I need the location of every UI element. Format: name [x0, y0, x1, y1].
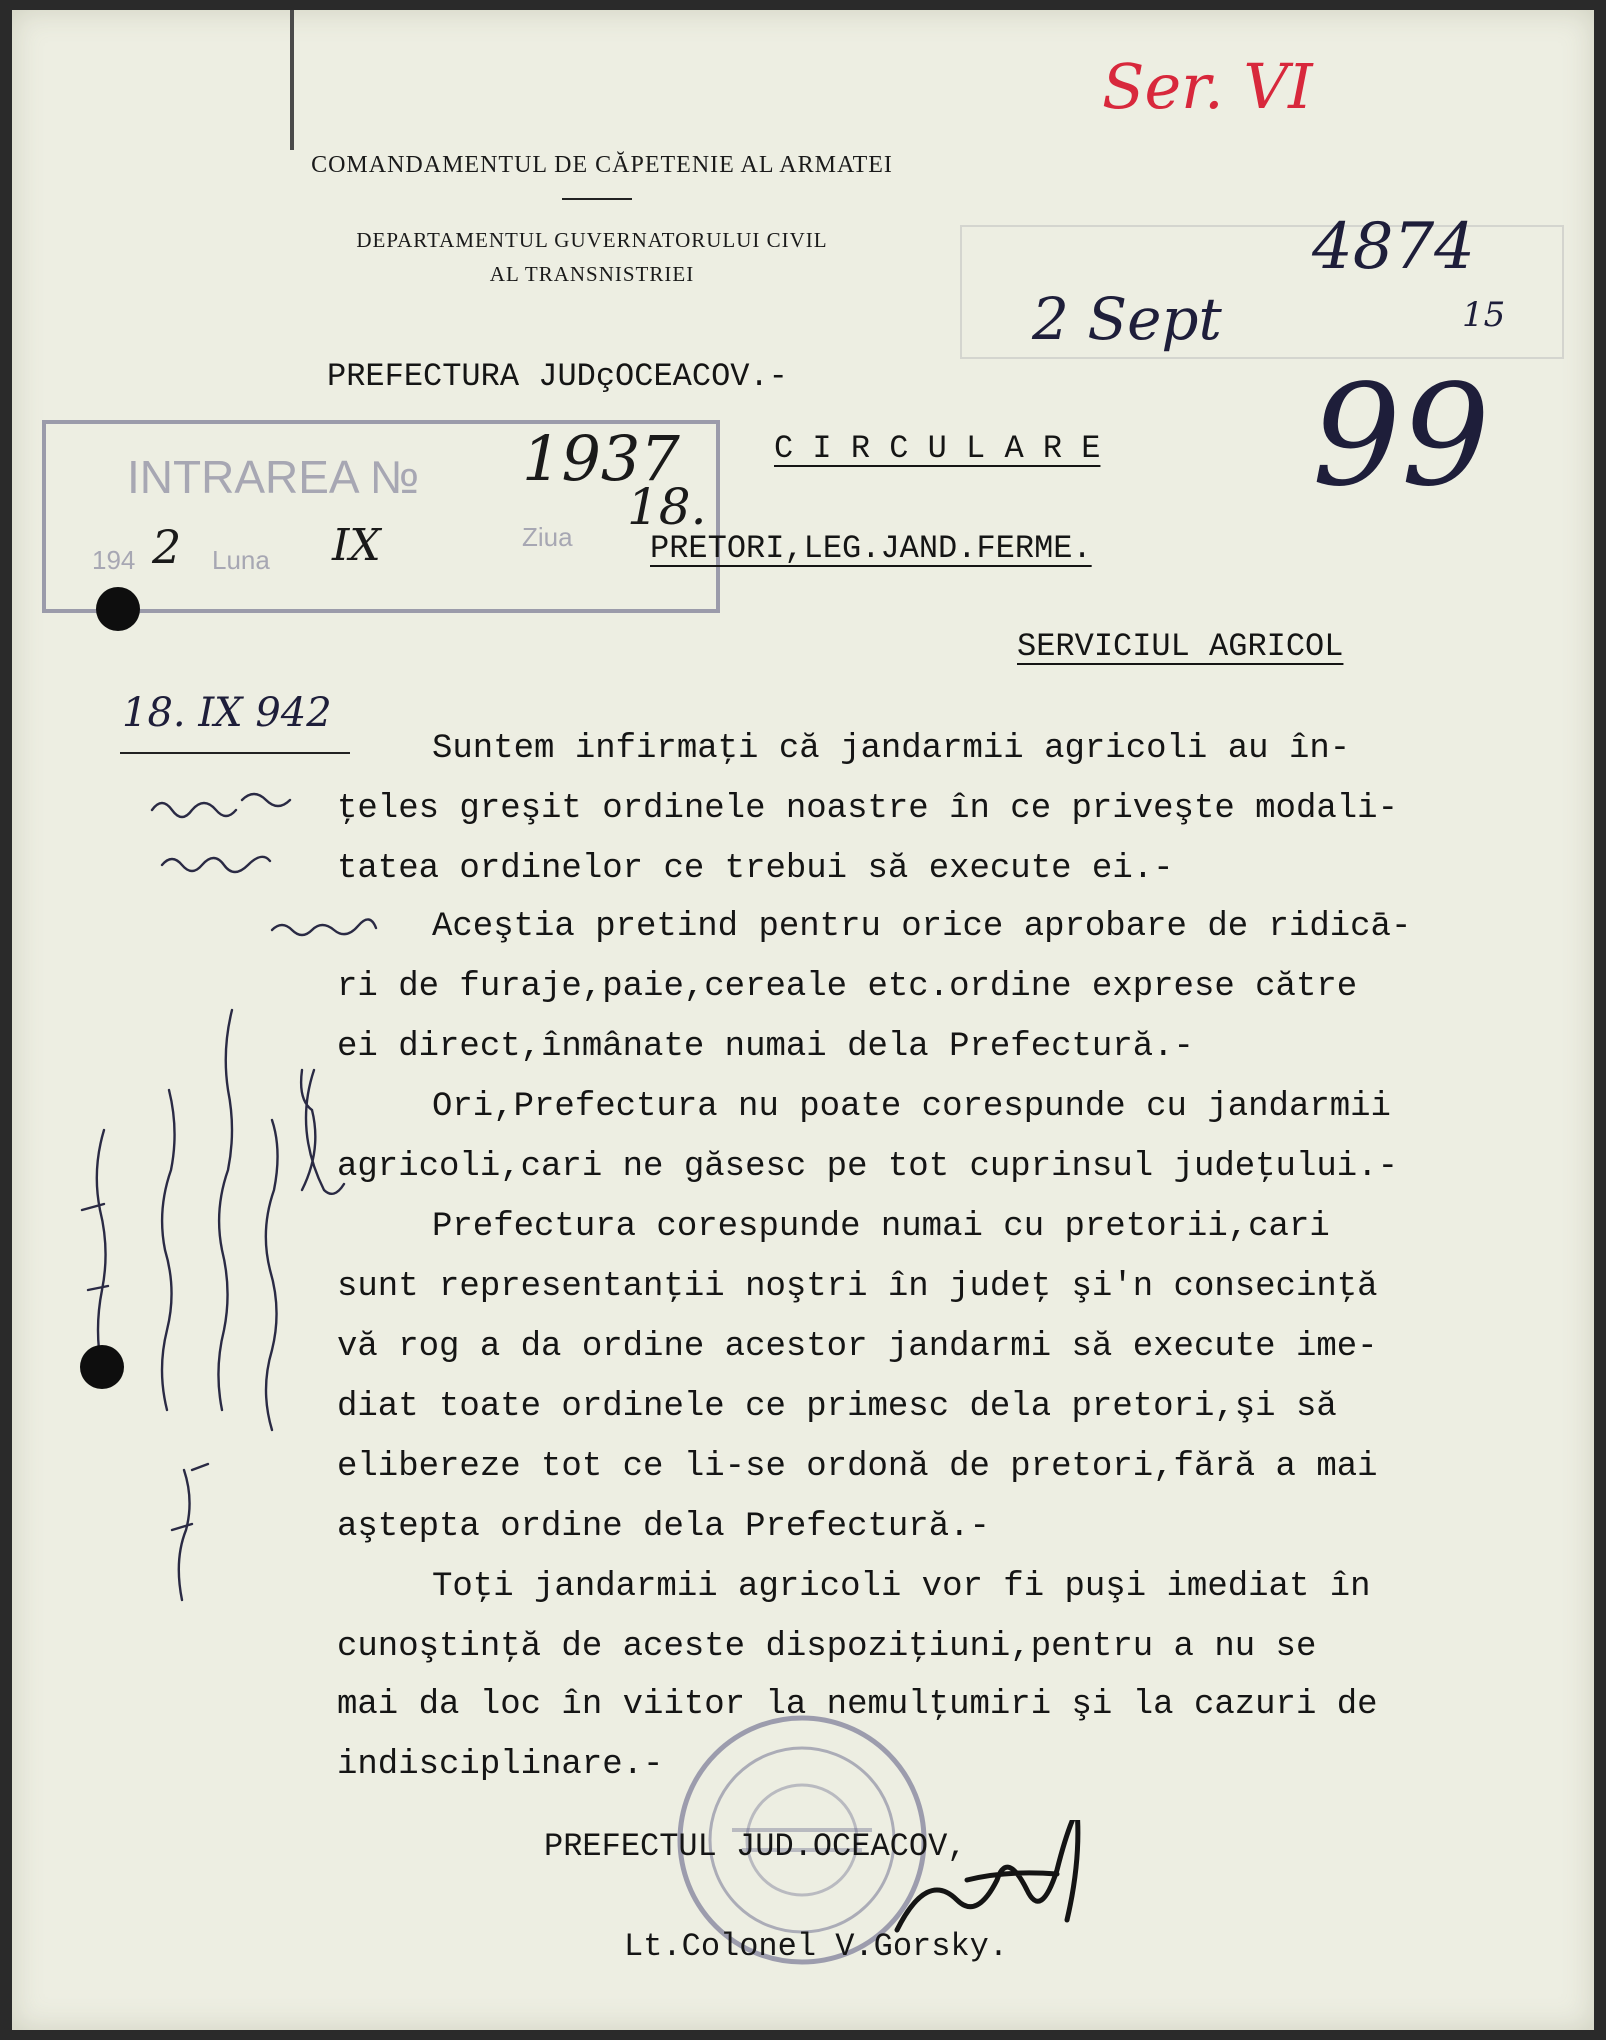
header-line-3: AL TRANSNISTRIEI [489, 262, 695, 286]
body-line: aştepta ordine dela Prefectură.- [337, 1508, 990, 1546]
header-divider [562, 198, 632, 200]
margin-handwriting [42, 770, 462, 1720]
stamp-month: IX [332, 520, 381, 571]
document-sheet [12, 10, 1594, 2030]
stamp-year-digit: 2 [152, 520, 182, 574]
body-line: elibereze tot ce li-se ordonă de pretori,fără a mai [337, 1448, 1378, 1486]
body-line: Ori,Prefectura nu poate corespunde cu jandarmii [432, 1088, 1391, 1126]
header-line-2: DEPARTAMENTUL GUVERNATORULUI CIVIL [356, 228, 828, 252]
body-line: ţeles greşit ordinele noastre în ce priveşte modali- [337, 790, 1398, 828]
handwritten-date: 2 Sept [1032, 285, 1222, 353]
body-line: diat toate ordinele ce primesc dela pretori,şi să [337, 1388, 1337, 1426]
handwritten-registration-number: 4874 [1312, 210, 1475, 284]
body-line: mai da loc în viitor la nemulţumiri şi la cazuri de [337, 1686, 1378, 1724]
handwritten-signature [887, 1820, 1147, 1960]
handwritten-big-number: 99 [1312, 355, 1491, 518]
handwritten-suffix: 15 [1462, 295, 1506, 335]
body-line: ri de furaje,paie,cereale etc.ordine exprese către [337, 968, 1358, 1006]
header-line-1: COMANDAMENTUL DE CĂPETENIE AL ARMATEI [311, 152, 893, 178]
top-edge-mark [290, 10, 294, 150]
stamp-ziua-label: Ziua [522, 522, 573, 552]
stamp-intrarea-label: INTRAREA № [127, 451, 420, 503]
stamp-number: 1937 [522, 422, 680, 495]
body-line: vă rog a da ordine acestor jandarmi să execute ime- [337, 1328, 1378, 1366]
body-line: cunoştinţă de aceste dispoziţiuni,pentru a nu se [337, 1628, 1317, 1666]
service-heading: SERVICIUL AGRICOL [1017, 628, 1344, 665]
body-line: Aceştia pretind pentru orice aprobare de ridicā- [432, 908, 1412, 946]
margin-date: 18. IX 942 [122, 690, 332, 736]
stamp-luna-label: Luna [212, 545, 270, 575]
signature-title: PREFECTUL JUD.OCEACOV, [544, 1828, 967, 1865]
body-line: agricoli,cari ne găsesc pe tot cuprinsul judeţului.- [337, 1148, 1398, 1186]
circulare-heading: C I R C U L A R E [774, 430, 1101, 467]
prefectura-heading: PREFECTURA JUDçOCEACOV.- [327, 358, 788, 395]
red-pencil-mark: Ser. VI [1102, 50, 1313, 123]
body-line: sunt representanţii noştri în judeţ şi'n consecinţă [337, 1268, 1378, 1306]
stamp-day: 18. [627, 478, 707, 536]
body-line: ei direct,înmânate numai dela Prefectură.- [337, 1028, 1194, 1066]
signature-name: Lt.Colonel V.Gorsky. [624, 1928, 1009, 1965]
punch-hole-top [96, 587, 140, 631]
body-line: Prefectura corespunde numai cu pretorii,cari [432, 1208, 1330, 1246]
recipients-line: PRETORI,LEG.JAND.FERME. [650, 530, 1092, 567]
body-line: tatea ordinelor ce trebui să execute ei.- [337, 850, 1174, 888]
body-line: indisciplinare.- [337, 1746, 664, 1784]
body-line: Toţi jandarmii agricoli vor fi puşi imediat în [432, 1568, 1371, 1606]
body-line: Suntem infirmaţi că jandarmii agricoli au în- [432, 730, 1351, 768]
stamp-year-label: 194 [92, 545, 136, 575]
punch-hole-bottom [80, 1345, 124, 1389]
margin-date-underline [120, 752, 350, 754]
